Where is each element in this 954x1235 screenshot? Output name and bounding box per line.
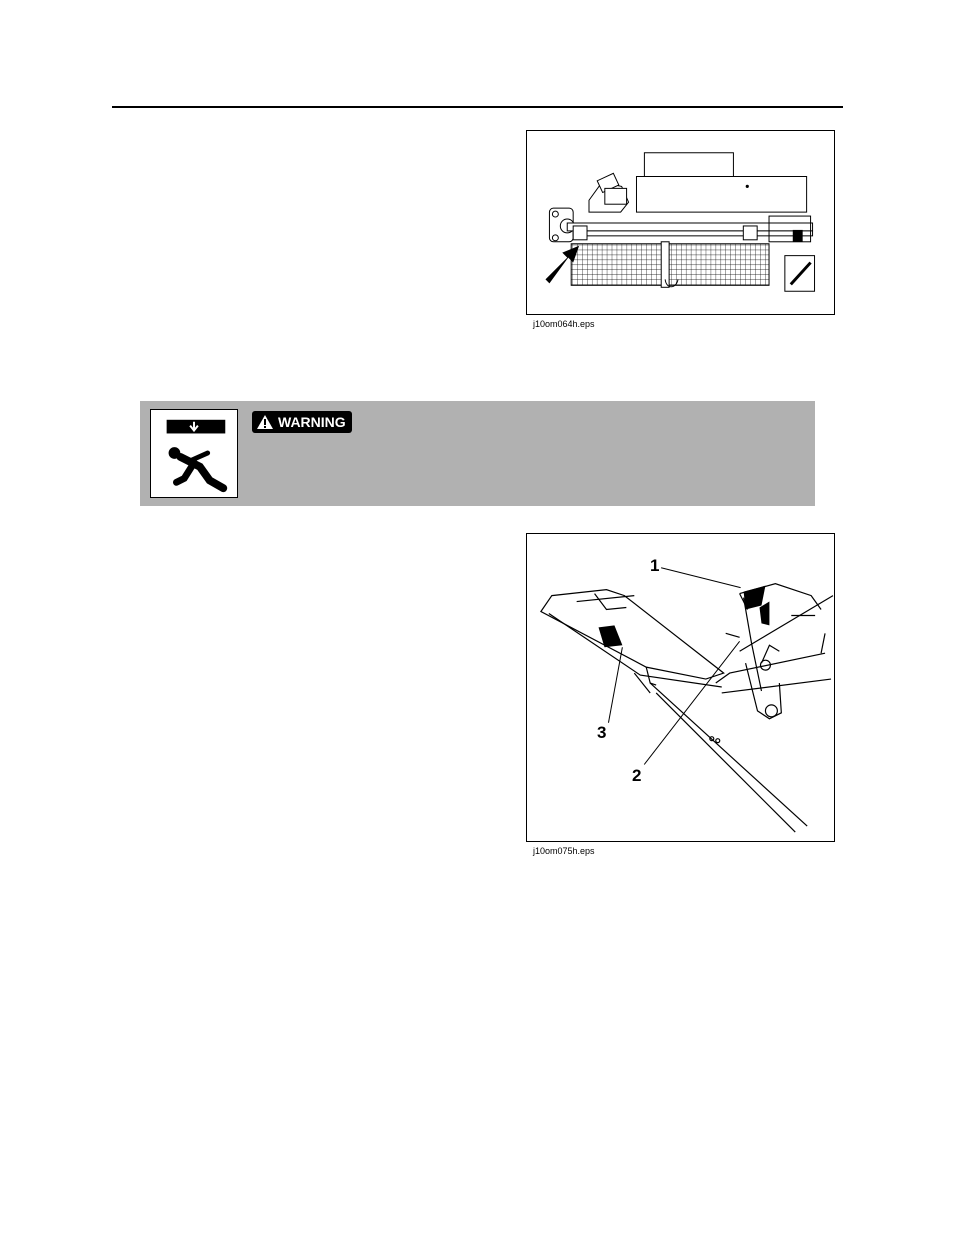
warning-panel [140,401,815,506]
warning-label [252,411,352,433]
callout-3: 3 [597,723,607,742]
callout-2: 2 [632,766,642,785]
callout-1: 1 [650,556,660,575]
figure-machine-side-view [526,130,835,315]
figure-frame-latch-view [526,533,835,842]
figure-2-caption: j10om075h.eps [533,846,595,856]
warning-label-text: WARNING [278,414,346,430]
figure-1-caption: j10om064h.eps [533,319,595,329]
machine-side-view-illustration [527,131,834,314]
header-rule [112,106,843,108]
crush-hazard-icon [150,409,238,498]
warning-triangle-icon [256,414,274,430]
frame-latch-illustration [527,534,834,841]
